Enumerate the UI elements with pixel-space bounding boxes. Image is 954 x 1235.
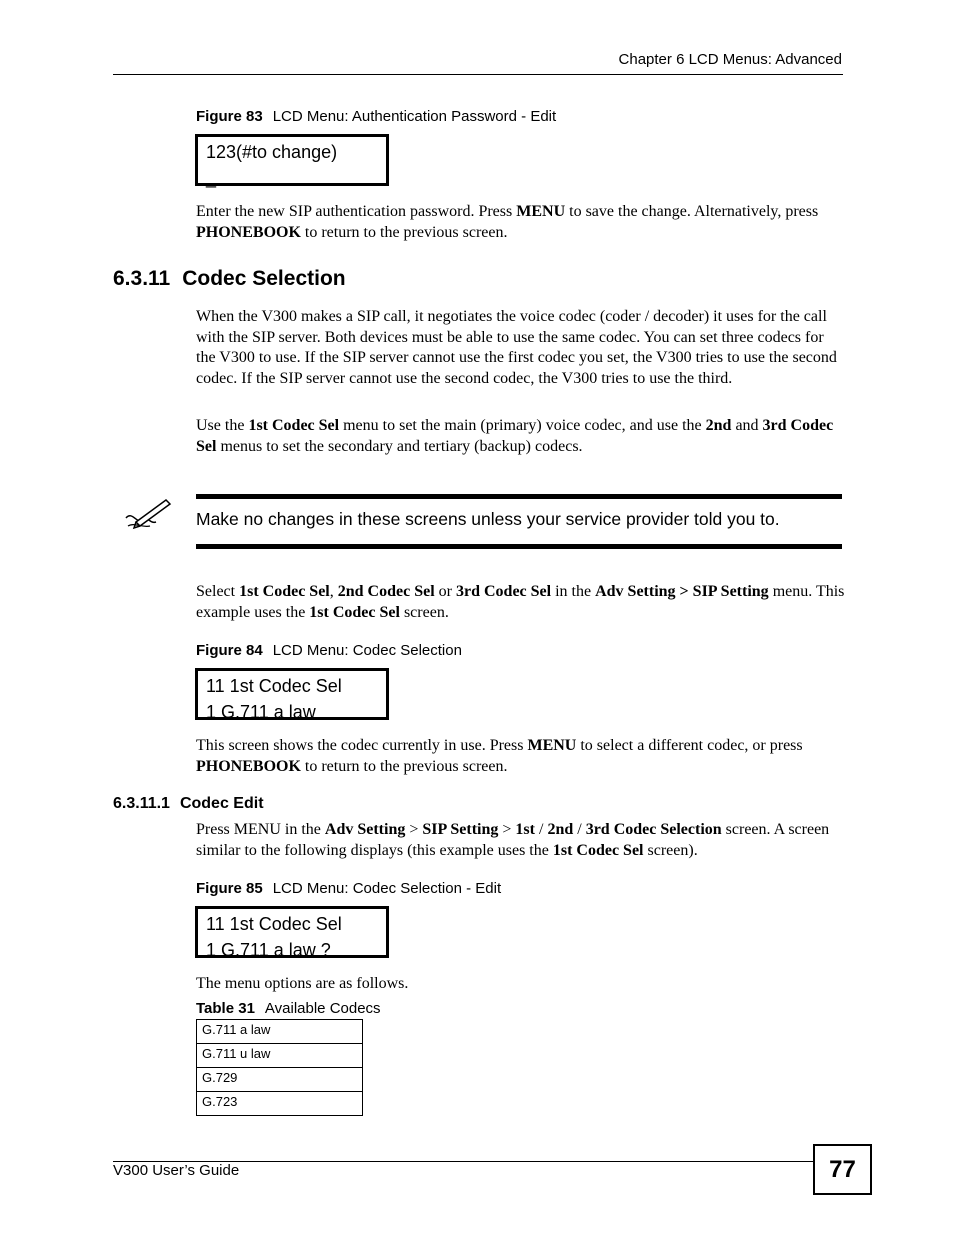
figure-84-title: LCD Menu: Codec Selection bbox=[272, 642, 462, 659]
lcd-screen-figure-85 bbox=[195, 906, 389, 958]
section-number: 6.3.11 bbox=[113, 267, 171, 290]
lcd-line-2: 1 G.711 a law bbox=[206, 702, 316, 722]
subsection-title: Codec Edit bbox=[179, 795, 264, 812]
subsection-number: 6.3.11.1 bbox=[113, 795, 170, 812]
lcd-screen-figure-84 bbox=[195, 668, 389, 720]
note-pen-icon bbox=[122, 496, 174, 535]
paragraph-password-instructions: Enter the new SIP authentication password. Press MENU to save the change. Alternatively, press PHONEBOOK to return to the previous screen. bbox=[196, 203, 819, 241]
paragraph-codec-menus: Use the 1st Codec Sel menu to set the main (primary) voice codec, and use the 2nd and 3rd Codec Sel menus to set the secondary and tertiary (backup) codecs. bbox=[196, 417, 834, 455]
figure-85-label: Figure 85 bbox=[196, 880, 263, 897]
table-row bbox=[197, 1020, 363, 1044]
table-cell: G.711 u law bbox=[197, 1044, 363, 1068]
table-cell: G.729 bbox=[197, 1068, 363, 1092]
lcd-line-1: 11 1st Codec Sel bbox=[206, 676, 342, 696]
table-cell: G.723 bbox=[197, 1092, 363, 1116]
figure-83-title: LCD Menu: Authentication Password - Edit bbox=[272, 108, 557, 125]
table-row bbox=[197, 1068, 363, 1092]
figure-84-caption bbox=[196, 642, 462, 659]
lcd-line-1: 123(#to change) bbox=[206, 142, 338, 162]
table-31-title: Available Codecs bbox=[264, 1000, 381, 1017]
table-row bbox=[197, 1092, 363, 1116]
figure-85-title: LCD Menu: Codec Selection - Edit bbox=[272, 880, 502, 897]
header-rule bbox=[113, 74, 843, 75]
codecs-table bbox=[196, 1019, 363, 1116]
table-31-label: Table 31 bbox=[196, 1000, 255, 1017]
lcd-line-2: 1 G.711 a law ? bbox=[206, 940, 331, 960]
footer-guide-title: V300 User’s Guide bbox=[113, 1162, 240, 1179]
figure-83-label: Figure 83 bbox=[196, 108, 263, 125]
lcd-line-2: _ bbox=[206, 168, 217, 188]
table-row bbox=[197, 1044, 363, 1068]
paragraph-codec-in-use: This screen shows the codec currently in use. Press MENU to select a different codec, or press PHONEBOOK to return to the previous screen. bbox=[196, 737, 803, 775]
figure-84-label: Figure 84 bbox=[196, 642, 263, 659]
paragraph-select-codec: Select 1st Codec Sel, 2nd Codec Sel or 3rd Codec Sel in the Adv Setting > SIP Setting menu. This example uses the 1st Codec Sel screen. bbox=[196, 583, 845, 621]
note-text: Make no changes in these screens unless your service provider told you to. bbox=[196, 509, 780, 529]
table-cell: G.711 a law bbox=[197, 1020, 363, 1044]
running-header: Chapter 6 LCD Menus: Advanced bbox=[618, 51, 842, 68]
table-31-caption bbox=[196, 1000, 381, 1017]
lcd-screen-figure-83 bbox=[195, 134, 389, 186]
note-top-rule bbox=[196, 494, 842, 499]
subsection-heading bbox=[113, 795, 264, 813]
paragraph-menu-options: The menu options are as follows. bbox=[196, 975, 409, 992]
section-title: Codec Selection bbox=[182, 267, 346, 290]
figure-85-caption bbox=[196, 880, 501, 897]
figure-83-caption bbox=[196, 108, 556, 125]
page-number: 77 bbox=[813, 1144, 872, 1195]
paragraph-codec-negotiation: When the V300 makes a SIP call, it negotiates the voice codec (coder / decoder) it uses for the call with the SIP server. Both devices must be able to use the same codec. You can set three codecs for the V300 to use. If the SIP server cannot use the first codec you set, the V300 tries to use the second codec. If the SIP server cannot use the second codec, the V300 tries to use the third. bbox=[196, 308, 837, 387]
lcd-line-1: 11 1st Codec Sel bbox=[206, 914, 342, 934]
note-bottom-rule bbox=[196, 544, 842, 549]
section-heading bbox=[113, 267, 346, 291]
paragraph-codec-edit: Press MENU in the Adv Setting > SIP Setting > 1st / 2nd / 3rd Codec Selection screen. A screen similar to the following displays (this example uses the 1st Codec Sel screen). bbox=[196, 821, 830, 859]
